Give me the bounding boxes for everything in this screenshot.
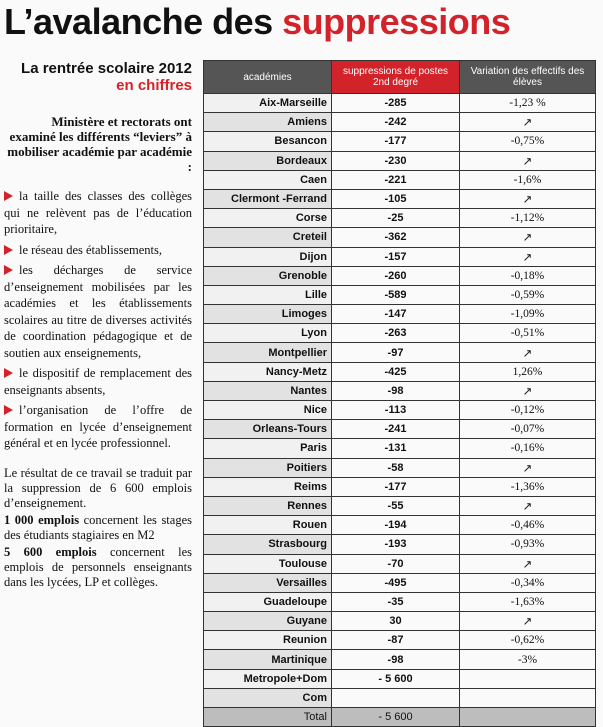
academie-name: Reims bbox=[204, 477, 332, 496]
suppression-value: -55 bbox=[332, 496, 460, 515]
variation-value: -0,59% bbox=[460, 285, 596, 304]
variation-value: -0,34% bbox=[460, 573, 596, 592]
variation-value: -1,12% bbox=[460, 209, 596, 228]
table-row bbox=[204, 631, 596, 650]
variation-value: -0,93% bbox=[460, 535, 596, 554]
total-variation bbox=[460, 708, 596, 727]
academie-name: Limoges bbox=[204, 305, 332, 324]
suppression-value: -241 bbox=[332, 420, 460, 439]
suppression-value: -25 bbox=[332, 209, 460, 228]
table-row bbox=[204, 420, 596, 439]
bullet-item: le réseau des établissements, bbox=[4, 242, 192, 259]
suppression-value: -260 bbox=[332, 266, 460, 285]
variation-value: ↗ bbox=[460, 554, 596, 573]
table-row bbox=[204, 305, 596, 324]
intro-text: Ministère et rectorats ont examiné les différents “leviers” à mobiliser académie par académie : bbox=[7, 114, 192, 174]
suppression-value: -177 bbox=[332, 477, 460, 496]
bullet-item: le dispositif de remplacement des enseignants absents, bbox=[4, 366, 192, 397]
academie-name: Nantes bbox=[204, 381, 332, 400]
academie-name: Nice bbox=[204, 401, 332, 420]
academie-name: Toulouse bbox=[204, 554, 332, 573]
suppression-value: -193 bbox=[332, 535, 460, 554]
triangle-bullet-icon bbox=[4, 191, 13, 201]
variation-value: ↗ bbox=[460, 113, 596, 132]
headline-part1: L’avalanche des bbox=[4, 1, 283, 42]
suppression-value: -157 bbox=[332, 247, 460, 266]
table-row bbox=[204, 247, 596, 266]
table-row bbox=[204, 477, 596, 496]
variation-value: -1,23 % bbox=[460, 94, 596, 113]
table-row bbox=[204, 669, 596, 688]
academie-name: Martinique bbox=[204, 650, 332, 669]
variation-value: ↗ bbox=[460, 458, 596, 477]
academie-name: Orleans-Tours bbox=[204, 420, 332, 439]
suppression-value: -98 bbox=[332, 381, 460, 400]
table-row bbox=[204, 132, 596, 151]
academie-name: Reunion bbox=[204, 631, 332, 650]
table-row bbox=[204, 439, 596, 458]
suppression-value: -113 bbox=[332, 401, 460, 420]
suppression-value: -263 bbox=[332, 324, 460, 343]
academie-name: Lyon bbox=[204, 324, 332, 343]
table-row bbox=[204, 381, 596, 400]
variation-value: -1,6% bbox=[460, 170, 596, 189]
variation-value: -0,51% bbox=[460, 324, 596, 343]
para-1000: 1 000 emplois concernent les stages des étudiants stagiaires en M2 bbox=[4, 512, 192, 542]
total-label: Total bbox=[204, 708, 332, 727]
variation-value: -0,46% bbox=[460, 516, 596, 535]
subtitle-line2: en chiffres bbox=[116, 77, 192, 94]
suppression-value: -70 bbox=[332, 554, 460, 573]
table-row bbox=[204, 516, 596, 535]
table-row bbox=[204, 343, 596, 362]
academies-table-wrapper bbox=[203, 60, 595, 727]
para-5600: 5 600 emplois concernent les emplois de personnels enseignants dans les lycées, LP et collèges. bbox=[4, 544, 192, 589]
academie-name: Rouen bbox=[204, 516, 332, 535]
suppression-value: -131 bbox=[332, 439, 460, 458]
table-row bbox=[204, 401, 596, 420]
academie-name: Metropole+Dom bbox=[204, 669, 332, 688]
variation-value: ↗ bbox=[460, 496, 596, 515]
header-variation: Variation des effectifs des élèves bbox=[460, 61, 596, 94]
table-row bbox=[204, 285, 596, 304]
academie-name: Paris bbox=[204, 439, 332, 458]
bullet-item: la taille des classes des collèges qui ne relèvent pas de l’éducation prioritaire, bbox=[4, 189, 192, 236]
table-row bbox=[204, 592, 596, 611]
variation-value: -1,63% bbox=[460, 592, 596, 611]
suppression-value: -87 bbox=[332, 631, 460, 650]
variation-value: ↗ bbox=[460, 189, 596, 208]
academie-name: Nancy-Metz bbox=[204, 362, 332, 381]
academie-name: Creteil bbox=[204, 228, 332, 247]
subtitle-line1: La rentrée scolaire 2012 bbox=[21, 60, 192, 77]
academie-name: Strasbourg bbox=[204, 535, 332, 554]
academie-name: Besancon bbox=[204, 132, 332, 151]
table-row bbox=[204, 113, 596, 132]
variation-value: -1,09% bbox=[460, 305, 596, 324]
variation-value: -0,16% bbox=[460, 439, 596, 458]
academie-name: Guadeloupe bbox=[204, 592, 332, 611]
left-column bbox=[4, 60, 192, 590]
suppression-value bbox=[332, 688, 460, 707]
variation-value: 1,26% bbox=[460, 362, 596, 381]
academie-name: Bordeaux bbox=[204, 151, 332, 170]
total-value: - 5 600 bbox=[332, 708, 460, 727]
table-row bbox=[204, 573, 596, 592]
suppression-value: - 5 600 bbox=[332, 669, 460, 688]
suppression-value: -362 bbox=[332, 228, 460, 247]
suppression-value: -35 bbox=[332, 592, 460, 611]
suppression-value: -425 bbox=[332, 362, 460, 381]
academie-name: Com bbox=[204, 688, 332, 707]
academie-name: Clermont -Ferrand bbox=[204, 189, 332, 208]
headline-part2: suppressions bbox=[282, 1, 511, 42]
table-row bbox=[204, 209, 596, 228]
table-row bbox=[204, 228, 596, 247]
academies-table bbox=[203, 60, 596, 727]
variation-value: -0,75% bbox=[460, 132, 596, 151]
variation-value: ↗ bbox=[460, 381, 596, 400]
academie-name: Amiens bbox=[204, 113, 332, 132]
academie-name: Guyane bbox=[204, 612, 332, 631]
table-row bbox=[204, 458, 596, 477]
variation-value: ↗ bbox=[460, 343, 596, 362]
headline bbox=[4, 0, 510, 44]
variation-value: -1,36% bbox=[460, 477, 596, 496]
table-row bbox=[204, 688, 596, 707]
table-row bbox=[204, 496, 596, 515]
suppression-value: -58 bbox=[332, 458, 460, 477]
table-row bbox=[204, 324, 596, 343]
table-row bbox=[204, 535, 596, 554]
variation-value: -0,12% bbox=[460, 401, 596, 420]
variation-value: ↗ bbox=[460, 228, 596, 247]
suppression-value: -97 bbox=[332, 343, 460, 362]
suppression-value: -242 bbox=[332, 113, 460, 132]
triangle-bullet-icon bbox=[4, 245, 13, 255]
table-row bbox=[204, 612, 596, 631]
table-total-row bbox=[204, 708, 596, 727]
suppression-value: -177 bbox=[332, 132, 460, 151]
variation-value bbox=[460, 688, 596, 707]
suppression-value: -194 bbox=[332, 516, 460, 535]
subtitle bbox=[4, 60, 192, 94]
table-header-row bbox=[204, 61, 596, 94]
triangle-bullet-icon bbox=[4, 265, 13, 275]
suppression-value: -147 bbox=[332, 305, 460, 324]
header-suppressions: suppressions de postes 2nd degré bbox=[332, 61, 460, 94]
table-row bbox=[204, 362, 596, 381]
table-row bbox=[204, 266, 596, 285]
academie-name: Versailles bbox=[204, 573, 332, 592]
header-academies: académies bbox=[204, 61, 332, 94]
variation-value: ↗ bbox=[460, 612, 596, 631]
bullet-list bbox=[4, 188, 192, 452]
academie-name: Dijon bbox=[204, 247, 332, 266]
variation-value bbox=[460, 669, 596, 688]
table-row bbox=[204, 554, 596, 573]
suppression-value: -98 bbox=[332, 650, 460, 669]
triangle-bullet-icon bbox=[4, 368, 13, 378]
variation-value: -0,18% bbox=[460, 266, 596, 285]
table-row bbox=[204, 170, 596, 189]
result-text: Le résultat de ce travail se traduit par la suppression de 6 600 emplois d’enseignement. bbox=[4, 465, 192, 510]
variation-value: -3% bbox=[460, 650, 596, 669]
table-body bbox=[204, 94, 596, 708]
academie-name: Montpellier bbox=[204, 343, 332, 362]
bullet-item: l’organisation de l’offre de formation en lycée d’enseignement général et en lycée professionnel. bbox=[4, 403, 192, 450]
academie-name: Grenoble bbox=[204, 266, 332, 285]
table-row bbox=[204, 151, 596, 170]
table-row bbox=[204, 189, 596, 208]
variation-value: -0,07% bbox=[460, 420, 596, 439]
suppression-value: -495 bbox=[332, 573, 460, 592]
suppression-value: -285 bbox=[332, 94, 460, 113]
suppression-value: -230 bbox=[332, 151, 460, 170]
suppression-value: -221 bbox=[332, 170, 460, 189]
academie-name: Caen bbox=[204, 170, 332, 189]
table-row bbox=[204, 94, 596, 113]
academie-name: Aix-Marseille bbox=[204, 94, 332, 113]
academie-name: Poitiers bbox=[204, 458, 332, 477]
variation-value: ↗ bbox=[460, 151, 596, 170]
academie-name: Rennes bbox=[204, 496, 332, 515]
suppression-value: -589 bbox=[332, 285, 460, 304]
bullet-item: les décharges de service d’enseignement mobilisées par les académies et les établissements scolaires au titre de diverses activités de coordination pédagogique et de soutien aux enseignements, bbox=[4, 263, 192, 360]
triangle-bullet-icon bbox=[4, 405, 13, 415]
academie-name: Lille bbox=[204, 285, 332, 304]
variation-value: -0,62% bbox=[460, 631, 596, 650]
academie-name: Corse bbox=[204, 209, 332, 228]
variation-value: ↗ bbox=[460, 247, 596, 266]
suppression-value: 30 bbox=[332, 612, 460, 631]
table-row bbox=[204, 650, 596, 669]
suppression-value: -105 bbox=[332, 189, 460, 208]
